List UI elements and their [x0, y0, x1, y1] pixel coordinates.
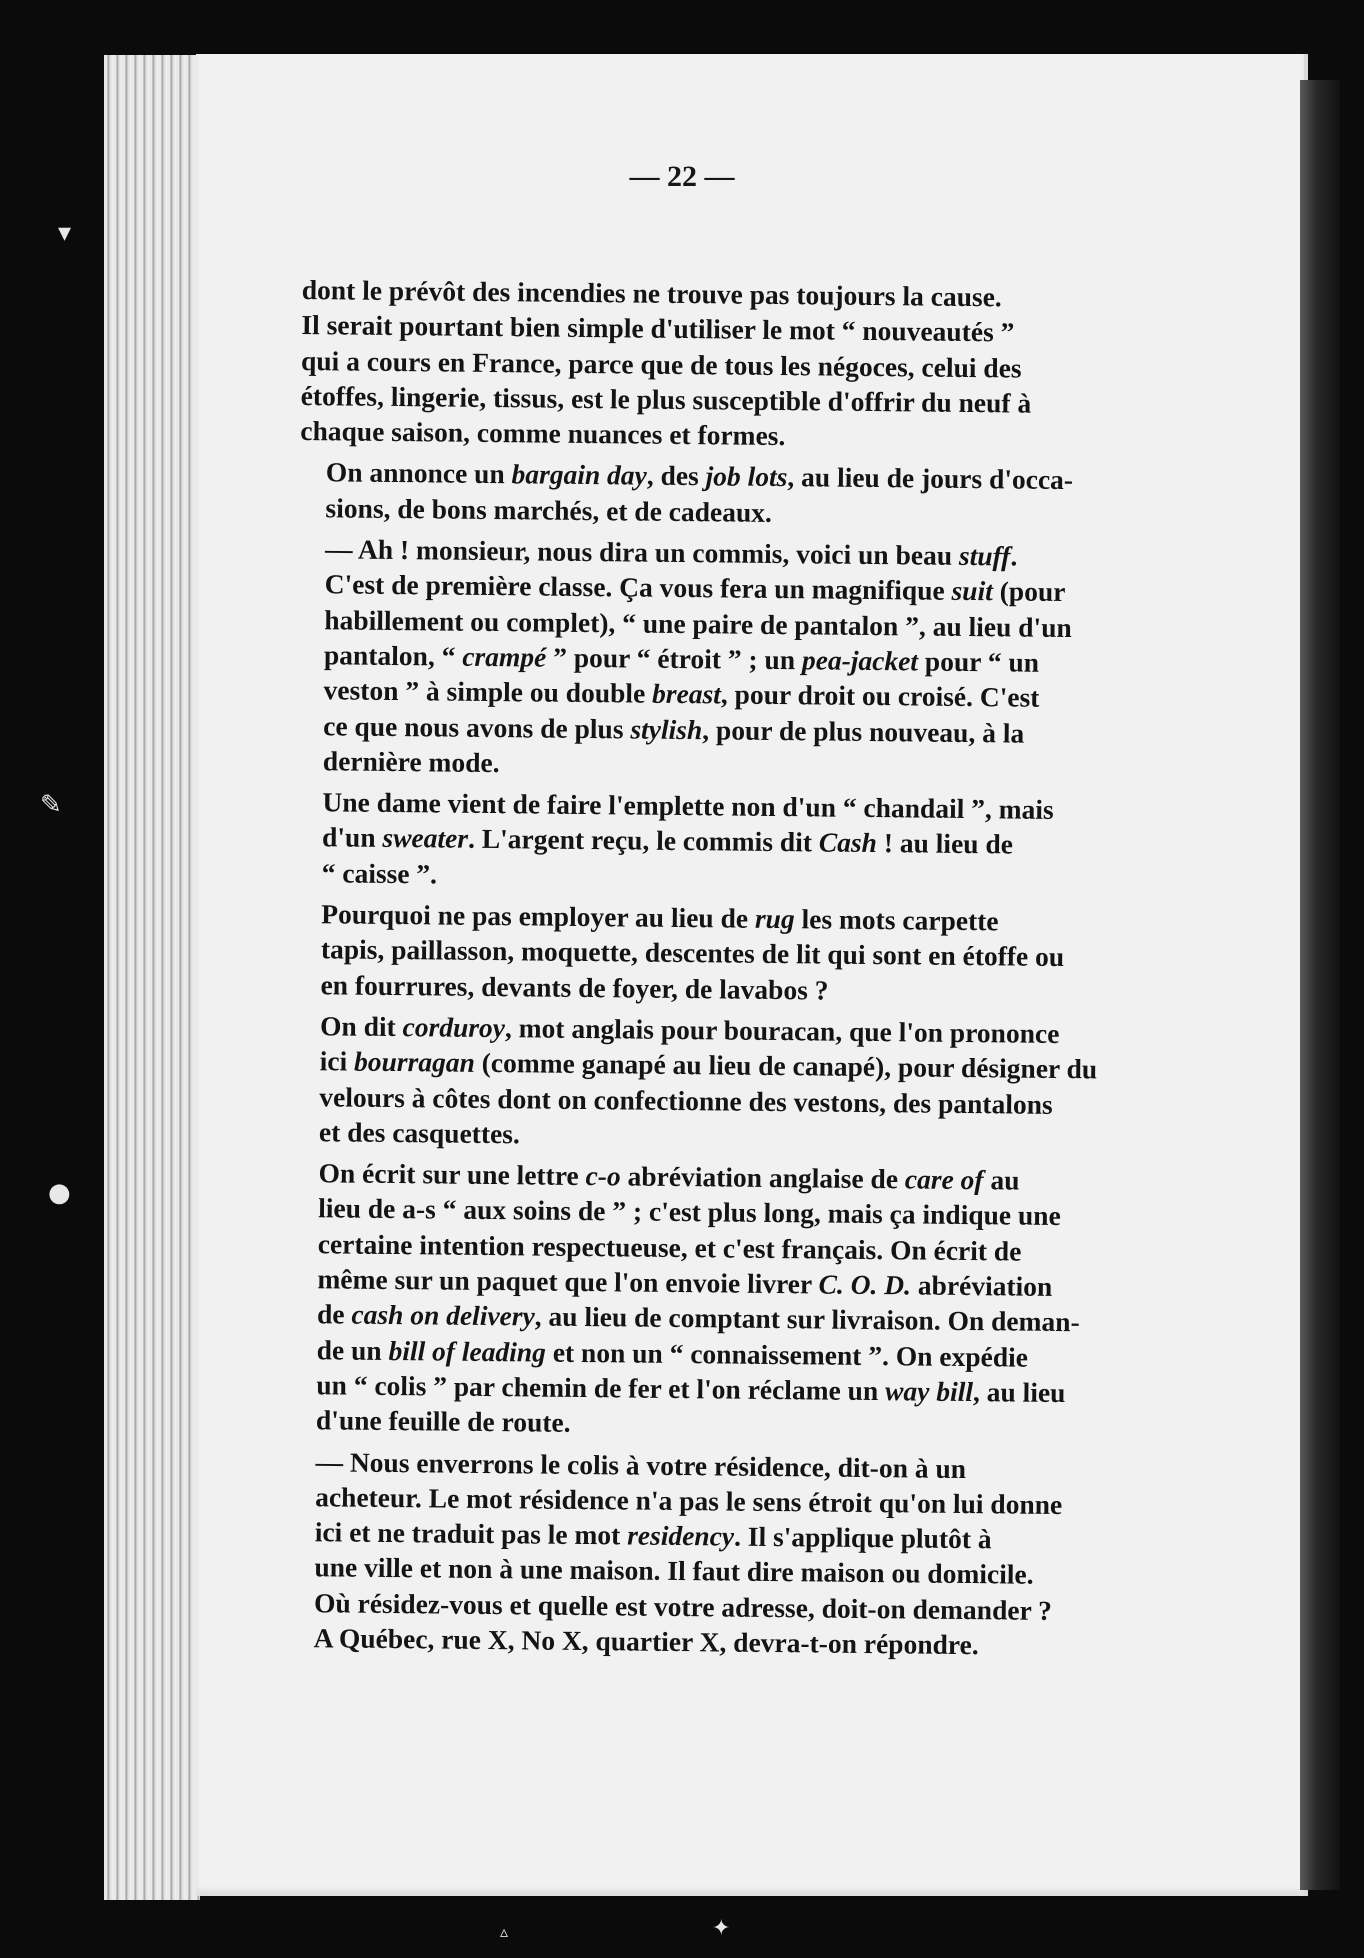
text-line: On annonce un bargain day, des job lots, au lieu de jours d'occa-: [325, 456, 1074, 496]
text-line: On dit corduroy, mot anglais pour bouracan, que l'on prononce: [319, 1010, 1060, 1049]
paragraph: [300, 272, 1198, 458]
text-line: velours à côtes dont on confectionne des vestons, des pantalons: [319, 1080, 1053, 1120]
text-line: habillement ou complet), “ une paire de pantalon ”, au lieu d'un: [324, 603, 1072, 643]
paragraph: [288, 1443, 1186, 1664]
text-line: chaque saison, comme nuances et formes.: [300, 415, 786, 452]
text-line: ici bourragan (comme ganapé au lieu de canapé), pour désigner du: [319, 1045, 1098, 1085]
text-line: même sur un paquet que l'on envoie livrer C. O. D. abréviation: [317, 1263, 1053, 1302]
text-line: ici et ne traduit pas le mot residency. Il s'applique plutôt à: [314, 1516, 992, 1555]
book-page-edges: [104, 55, 200, 1900]
text-line: étoffes, lingerie, tissus, est le plus susceptible d'offrir du neuf à: [300, 379, 1032, 419]
text-line: A Québec, rue X, No X, quartier X, devra-t-on répondre.: [313, 1622, 979, 1661]
text-line: de un bill of leading et non un “ connaissement ”. On expédie: [316, 1333, 1029, 1373]
margin-mark: ●: [48, 1178, 71, 1208]
text-line: en fourrures, devants de foyer, de lavabos ?: [320, 968, 829, 1006]
margin-mark: ▾: [58, 218, 72, 248]
text-line: d'un sweater. L'argent reçu, le commis dit Cash ! au lieu de: [321, 821, 1014, 860]
text-line: un “ colis ” par chemin de fer et l'on réclame un way bill, au lieu: [316, 1369, 1066, 1408]
paragraph: [297, 531, 1196, 787]
text-line: veston ” à simple ou double breast, pour droit ou croisé. C'est: [323, 674, 1040, 714]
text-line: qui a cours en France, parce que de tous les négoces, celui des: [300, 344, 1022, 384]
paragraph: [299, 454, 1196, 534]
text-line: Pourquoi ne pas employer au lieu de rug les mots carpette: [321, 898, 999, 937]
text-line: On écrit sur une lettre c-o abréviation anglaise de care of au: [318, 1157, 1020, 1196]
paragraph: [290, 1155, 1189, 1447]
text-line: d'une feuille de route.: [315, 1404, 571, 1439]
page-number: — 22 —: [629, 160, 735, 193]
text-line: ce que nous avons de plus stylish, pour de plus nouveau, à la: [323, 709, 1025, 749]
paragraph: [293, 1008, 1190, 1159]
margin-mark: ✎: [40, 790, 62, 820]
body-text: [287, 272, 1197, 1671]
text-line: — Nous enverrons le colis à votre résidence, dit-on à un: [315, 1445, 967, 1484]
text-line: pantalon, “ crampé ” pour “ étroit ” ; un pea-jacket pour “ un: [323, 639, 1040, 678]
text-line: tapis, paillasson, moquette, descentes de lit qui sont en étoffe ou: [320, 933, 1065, 973]
text-line: “ caisse ”.: [321, 856, 438, 890]
text-line: Il serait pourtant bien simple d'utiliser le mot “ nouveautés ”: [301, 309, 1015, 348]
text-line: et des casquettes.: [318, 1116, 521, 1150]
facing-page-edge: [1300, 80, 1340, 1890]
text-line: dont le prévôt des incendies ne trouve pas toujours la cause.: [301, 273, 1002, 313]
text-line: acheteur. Le mot résidence n'a pas le sens étroit qu'on lui donne: [315, 1481, 1063, 1520]
margin-mark: ✦: [712, 1916, 731, 1941]
text-line: C'est de première classe. Ça vous fera un magnifique suit (pour: [324, 568, 1066, 608]
text-line: — Ah ! monsieur, nous dira un commis, voici un beau stuff.: [324, 533, 1018, 572]
text-line: de cash on delivery, au lieu de comptant sur livraison. On deman-: [316, 1298, 1080, 1338]
text-line: Où résidez-vous et quelle est votre adresse, doit-on demander ?: [313, 1586, 1053, 1626]
text-line: Une dame vient de faire l'emplette non d'un “ chandail ”, mais: [322, 786, 1054, 826]
text-line: certaine intention respectueuse, et c'est français. On écrit de: [317, 1227, 1022, 1267]
text-line: dernière mode.: [322, 745, 500, 778]
paragraph: [294, 896, 1191, 1011]
text-line: lieu de a-s “ aux soins de ” ; c'est plus long, mais ça indique une: [318, 1192, 1061, 1232]
text-line: sions, de bons marchés, et de cadeaux.: [325, 492, 773, 528]
paragraph: [296, 784, 1193, 899]
text-line: une ville et non à une maison. Il faut dire maison ou domicile.: [314, 1551, 1034, 1591]
margin-mark: ▵: [500, 1922, 509, 1941]
